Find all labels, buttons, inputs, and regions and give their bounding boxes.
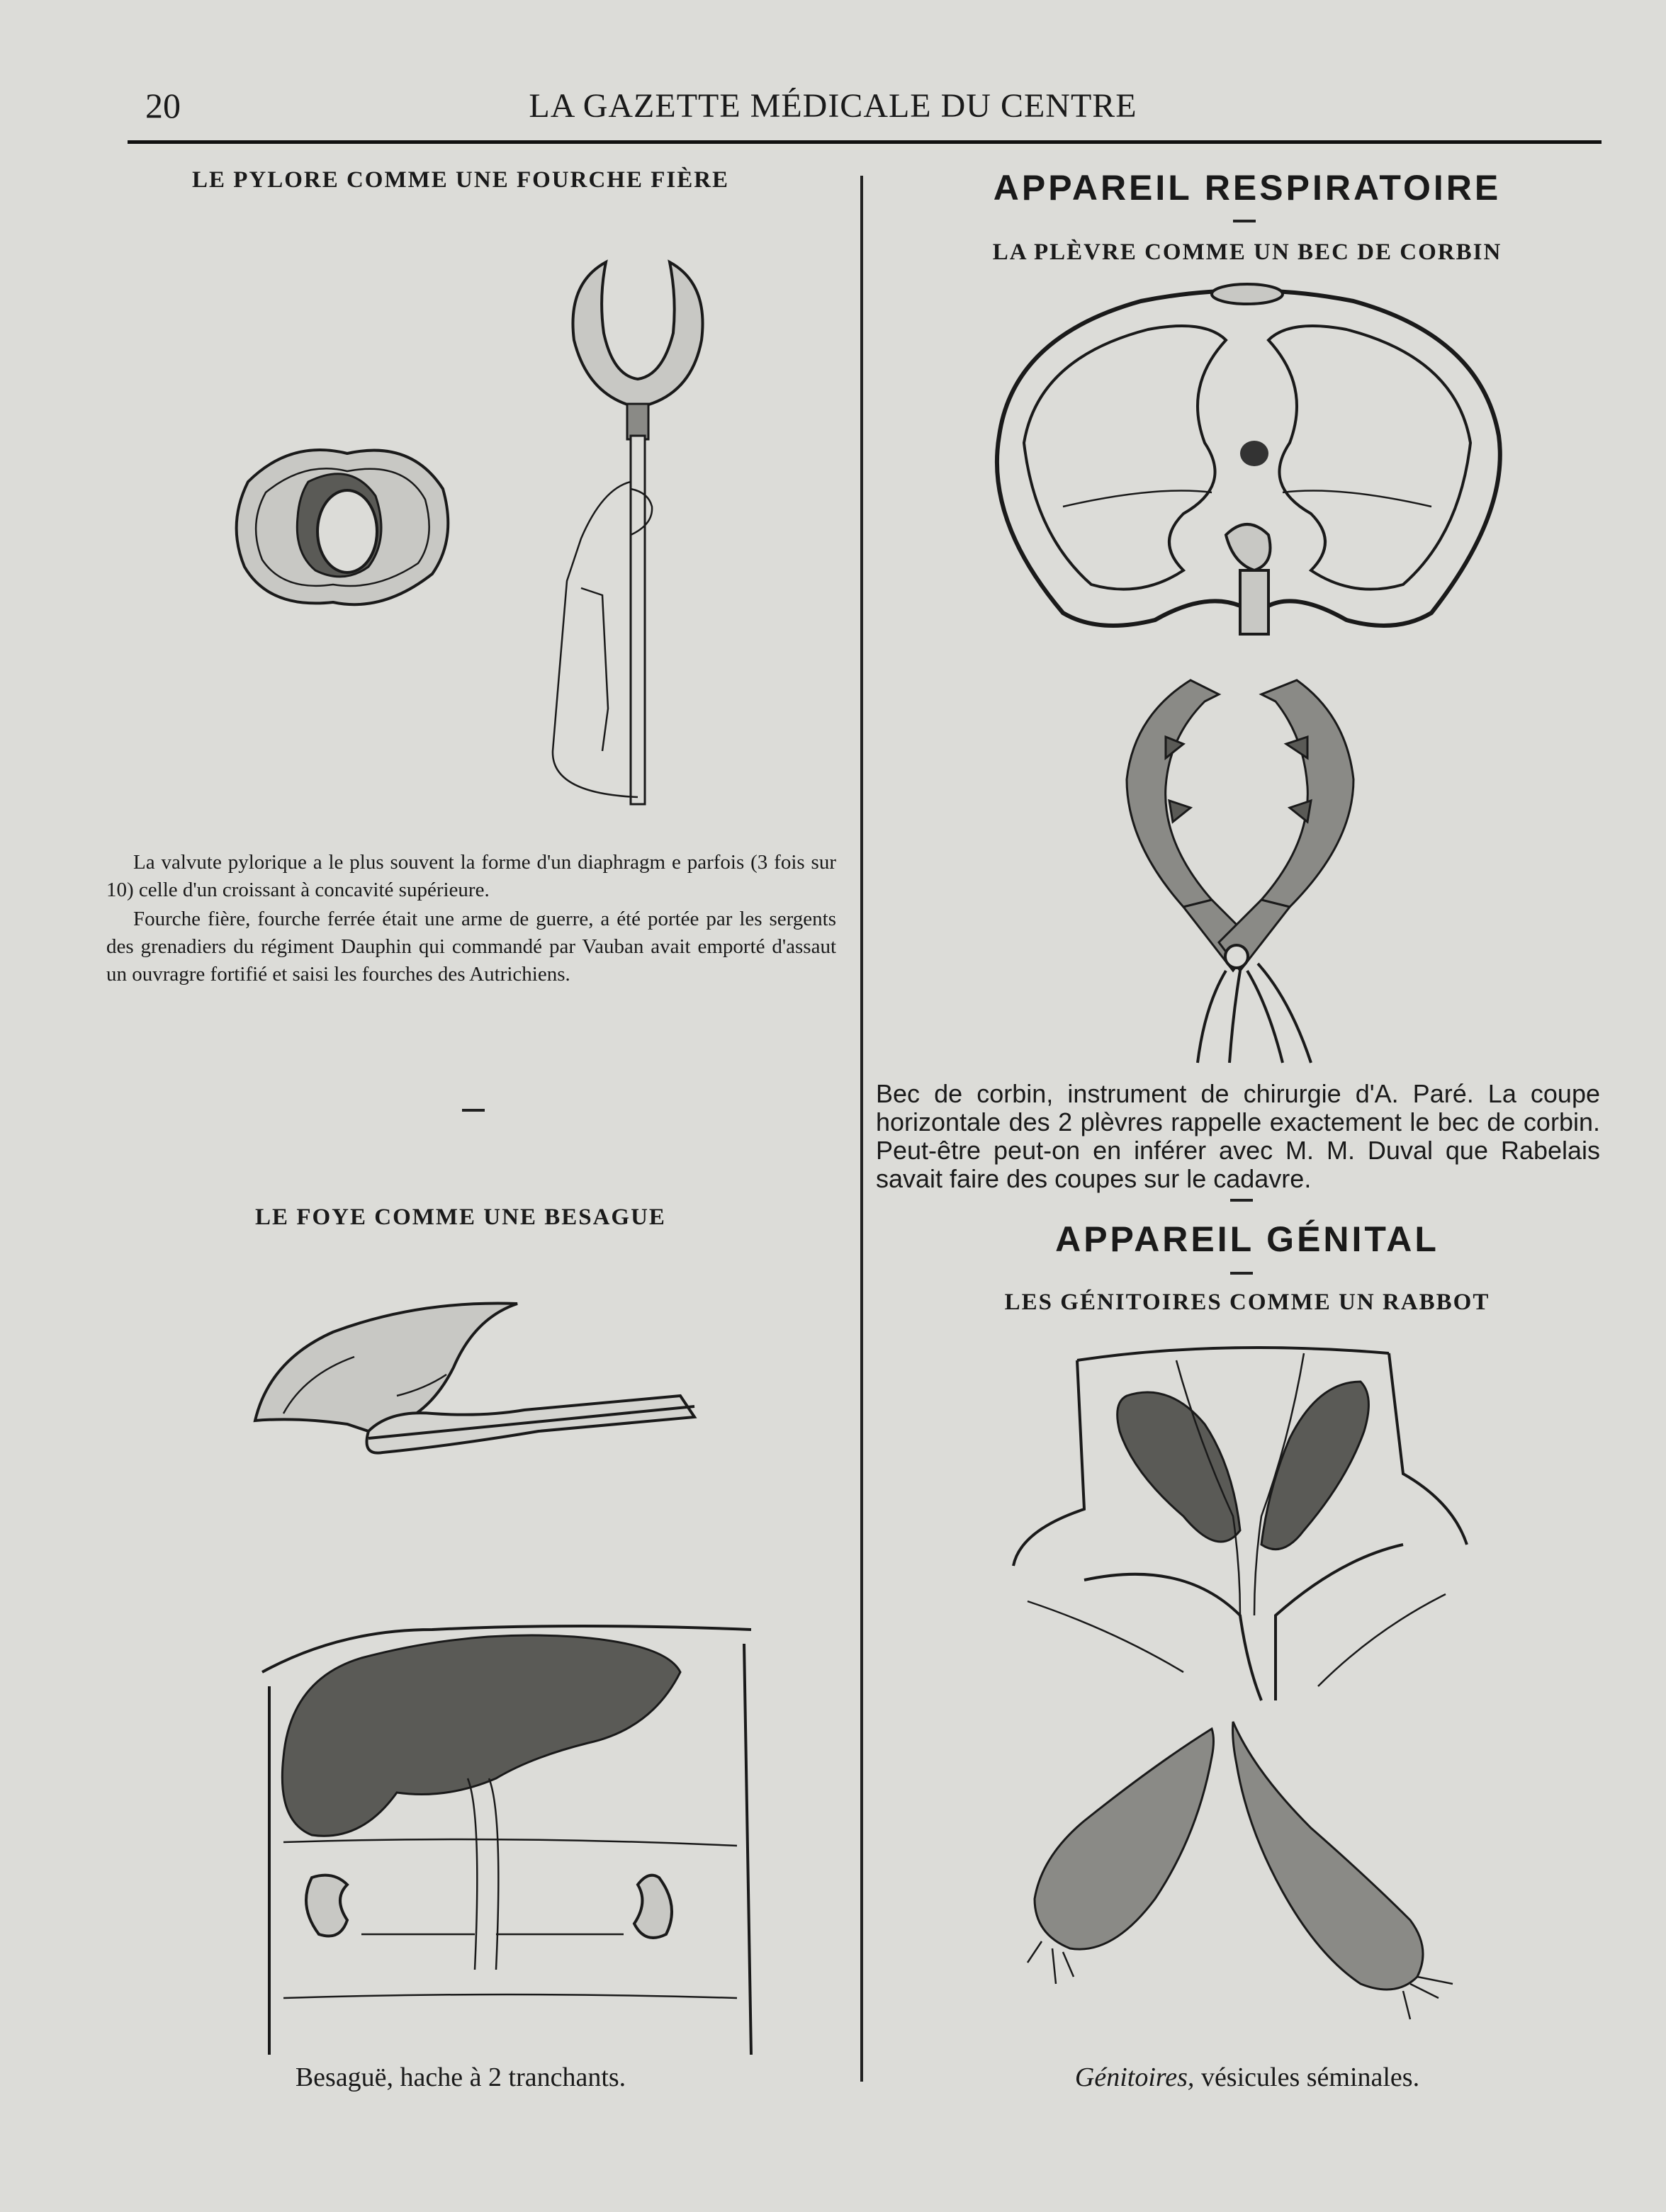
pleura-cross-section-illustration: [971, 280, 1524, 648]
separator-dash: [1230, 1272, 1253, 1275]
besague-caption: Besaguë, hache à 2 tranchants.: [295, 2063, 626, 2092]
pylore-paragraph-2: Fourche fière, fourche ferrée était une arme de guerre, a été portée par les sergents des grenadiers du régiment Dauphin qui commandé par Vauban avait emporté d'assaut un ouvragre fortifié et saisi les fourches des Autrichiens.: [106, 908, 836, 986]
genitoires-heading: LES GÉNITOIRES COMME UN RABBOT: [1004, 1290, 1490, 1315]
genitoires-caption: [893, 2062, 1602, 2093]
separator-dash: [462, 1109, 485, 1112]
besague-axe-illustration: [241, 1290, 709, 1502]
separator-dash: [1233, 220, 1256, 222]
genitoires-caption-term: Génitoires,: [1074, 2063, 1195, 2092]
bec-de-corbin-caption: Bec de corbin, instrument de chirurgie d'A. Paré. La coupe horizontale des 2 plèvres rappelle exactement le bec de corbin. Peut-être peut-on en inférer avec M. M. Duval que Rabelais savait faire des coupes sur le cadavre.: [876, 1079, 1600, 1193]
plevre-heading: LA PLÈVRE COMME UN BEC DE CORBIN: [992, 239, 1502, 265]
page-number: 20: [145, 86, 181, 125]
separator-dash: [1230, 1199, 1253, 1202]
respiratoire-section-title: APPAREIL RESPIRATOIRE: [993, 168, 1502, 208]
genitoires-caption-rest: vésicules séminales.: [1194, 2063, 1420, 2092]
column-divider: [860, 176, 863, 2082]
genitoires-carrots-illustration: [1013, 1715, 1467, 2062]
liver-illustration: [255, 1601, 758, 2055]
header-rule: [128, 140, 1602, 144]
bec-de-corbin-illustration: [1105, 673, 1375, 1070]
pylore-paragraph-1: La valvute pylorique a le plus souvent la forme d'un diaphragm e parfois (3 fois sur 10) celle d'un croissant à concavité supérieure.: [106, 851, 836, 901]
pylore-heading: LE PYLORE COMME UNE FOURCHE FIÈRE: [191, 167, 730, 193]
journal-title: LA GAZETTE MÉDICALE DU CENTRE: [529, 87, 1137, 125]
pylorus-valve-illustration: [227, 432, 461, 616]
genital-section-title: APPAREIL GÉNITAL: [1055, 1219, 1439, 1259]
fourche-fiere-illustration: [524, 255, 758, 808]
foye-heading: LE FOYE COMME UNE BESAGUE: [255, 1204, 666, 1230]
seminal-vesicles-anatomy-illustration: [1006, 1332, 1474, 1708]
